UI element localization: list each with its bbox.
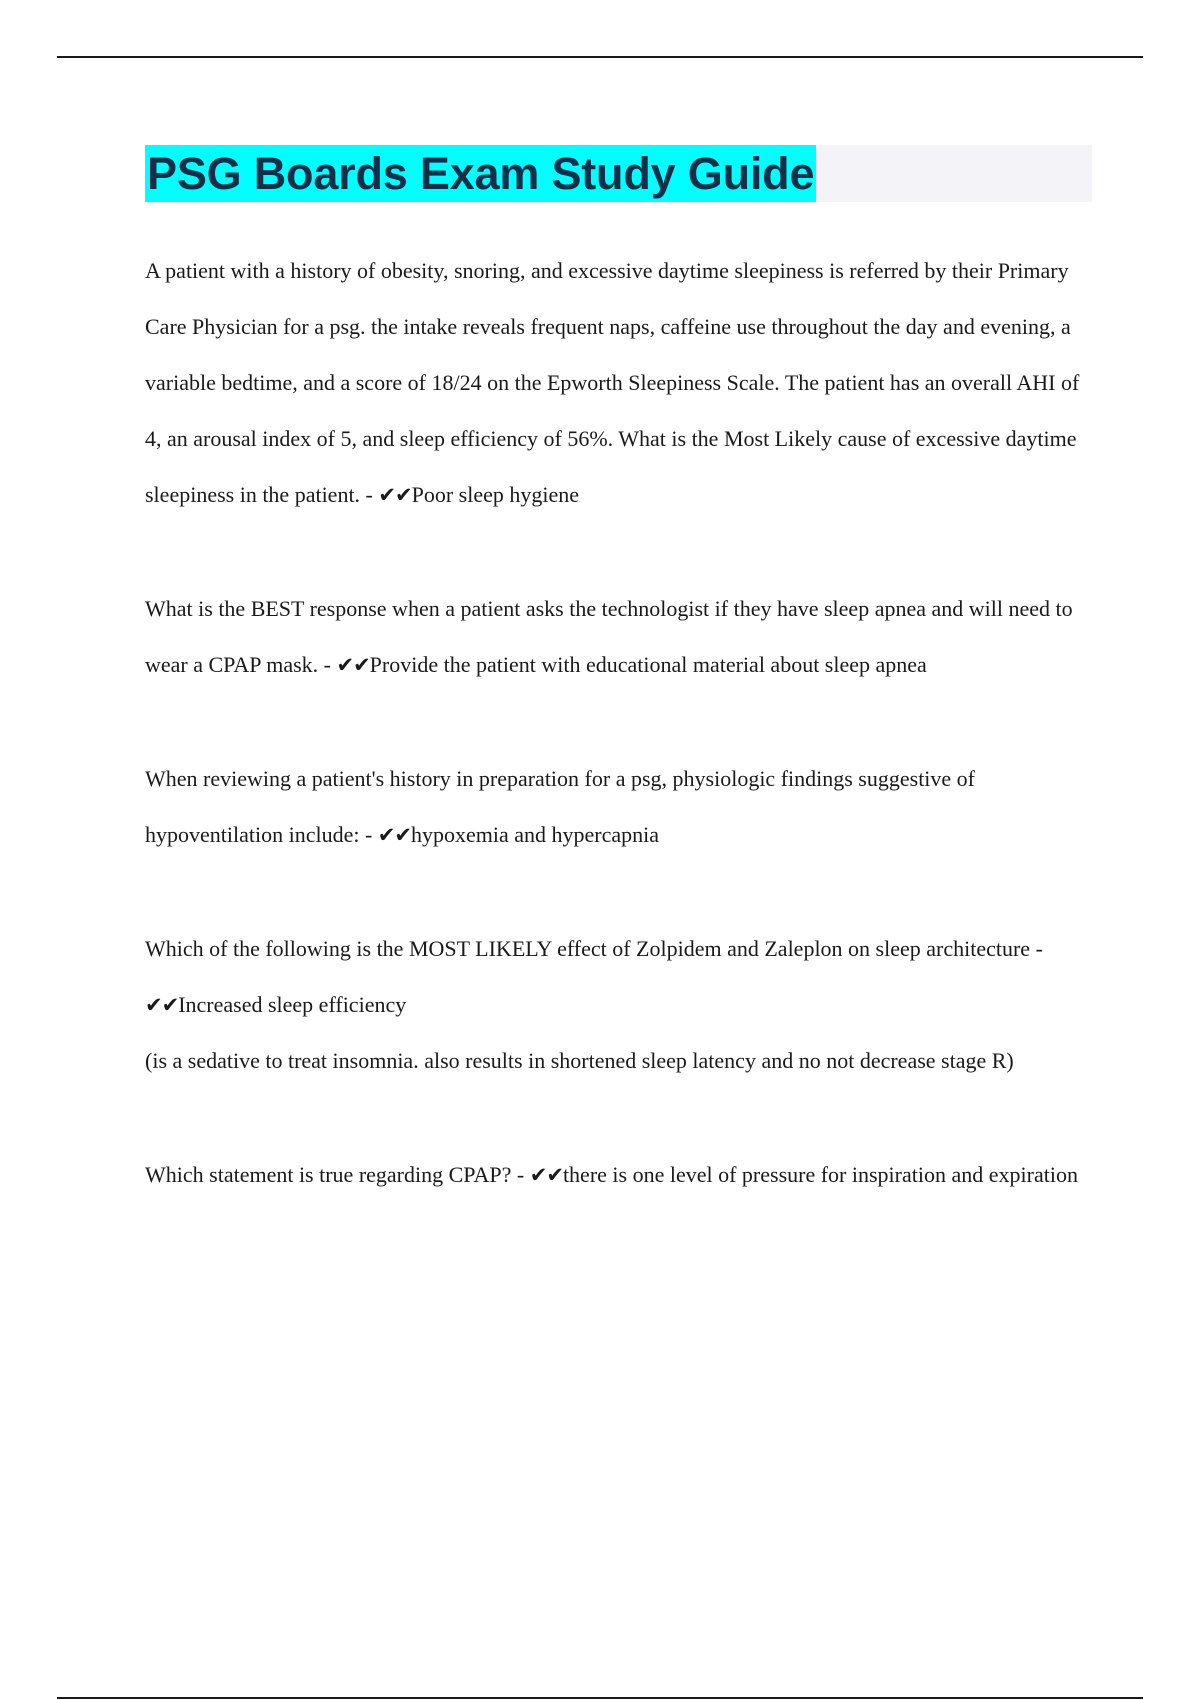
check-mark-icon: ✔✔ xyxy=(378,483,412,507)
bottom-rule xyxy=(57,1697,1143,1699)
answer-note: (is a sedative to treat insomnia. also results in shortened sleep latency and no not decrease stage R) xyxy=(145,1048,1014,1073)
question-text: What is the BEST response when a patient asks the technologist if they have sleep apnea and will need to wear a CPAP mask. - xyxy=(145,596,1073,677)
check-mark-icon: ✔✔ xyxy=(336,653,370,677)
question-text: Which statement is true regarding CPAP? - xyxy=(145,1162,530,1187)
top-rule xyxy=(57,56,1143,58)
answer-text: hypoxemia and hypercapnia xyxy=(411,822,660,847)
question-text: A patient with a history of obesity, snoring, and excessive daytime sleepiness is referred by their Primary Care Physician for a psg. the intake reveals frequent naps, caffeine use throughout the day and evening, a variable bedtime, and a score of 18/24 on the Epworth Sleepiness Scale. The patient has an overall AHI of 4, an arousal index of 5, and sleep efficiency of 56%. What is the Most Likely cause of excessive daytime sleepiness in the patient. - xyxy=(145,258,1080,507)
question-text: Which of the following is the MOST LIKELY effect of Zolpidem and Zaleplon on sleep architecture - xyxy=(145,936,1043,961)
qa-item-4 xyxy=(145,921,1090,1089)
qa-item-2 xyxy=(145,581,1090,693)
answer-text: Provide the patient with educational material about sleep apnea xyxy=(369,652,927,677)
check-mark-icon: ✔✔ xyxy=(145,993,179,1017)
qa-item-3 xyxy=(145,751,1090,863)
answer-text: Increased sleep efficiency xyxy=(178,992,407,1017)
qa-content xyxy=(145,243,1090,1203)
qa-text xyxy=(145,1147,1090,1203)
answer-text: there is one level of pressure for inspiration and expiration xyxy=(562,1162,1078,1187)
qa-text xyxy=(145,751,1090,863)
page-title: PSG Boards Exam Study Guide xyxy=(145,145,816,202)
qa-text xyxy=(145,921,1090,1033)
question-text: When reviewing a patient's history in preparation for a psg, physiologic findings suggestive of hypoventilation include: - xyxy=(145,766,976,847)
answer-text: Poor sleep hygiene xyxy=(411,482,579,507)
qa-text xyxy=(145,243,1090,523)
qa-text xyxy=(145,581,1090,693)
qa-item-1 xyxy=(145,243,1090,523)
check-mark-icon: ✔✔ xyxy=(377,823,411,847)
qa-item-5 xyxy=(145,1147,1090,1203)
check-mark-icon: ✔✔ xyxy=(529,1163,563,1187)
